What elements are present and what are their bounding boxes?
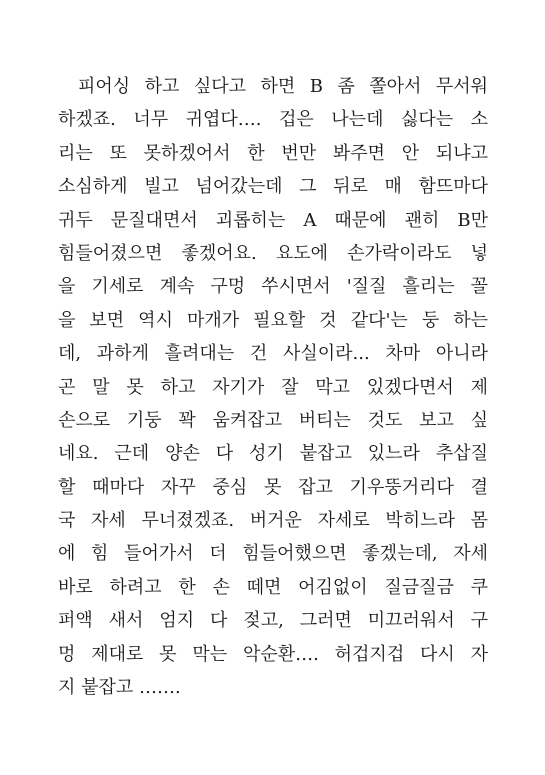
text-line-1: 피어싱 하고 싶다고 하면 B 좀 쫄아서 무서워 [78,76,488,97]
text-line-10: 곤 말 못 하고 자기가 잘 막고 있겠다면서 제 [58,376,488,398]
text-line-9: 데, 과하게 흘려대는 건 사실이라... 차마 아니라 [58,343,488,365]
text-line-15: 에 힘 들어가서 더 힘들어했으면 좋겠는데, 자세 [58,543,488,565]
body-text [58,70,488,704]
text-line-6: 힘들어졌으면 좋겠어요. 요도에 손가락이라도 넣 [58,242,488,264]
text-line-18: 멍 제대로 못 막는 악순환…. 허겁지겁 다시 자 [58,643,488,665]
text-line-19: 지 붙잡고 ……. [58,677,181,699]
text-line-16: 바로 하려고 한 손 떼면 어김없이 질금질금 쿠 [58,576,488,598]
text-line-17: 퍼액 새서 엄지 다 젖고, 그러면 미끄러워서 구 [58,610,488,632]
text-line-13: 할 때마다 자꾸 중심 못 잡고 기우뚱거리다 결 [58,476,488,498]
text-line-14: 국 자세 무너졌겠죠. 버거운 자세로 박히느라 몸 [58,510,488,532]
text-line-4: 소심하게 빌고 넘어갔는데 그 뒤로 매 함뜨마다 [58,176,488,198]
text-line-7: 을 기세로 계속 구멍 쑤시면서 '질질 흘리는 꼴 [58,276,488,298]
text-line-8: 을 보면 역시 마개가 필요할 것 같다'는 둥 하는 [58,309,488,331]
text-line-2: 하겠죠. 너무 귀엽다…. 겁은 나는데 싫다는 소 [58,109,488,131]
text-line-3: 리는 또 못하겠어서 한 번만 봐주면 안 되냐고 [58,142,488,164]
text-line-12: 네요. 근데 양손 다 성기 붙잡고 있느라 추삽질 [58,443,488,465]
text-line-5: 귀두 문질대면서 괴롭히는 A 때문에 괜히 B만 [58,209,488,231]
text-line-11: 손으로 기둥 꽉 움켜잡고 버티는 것도 보고 싶 [58,409,488,431]
